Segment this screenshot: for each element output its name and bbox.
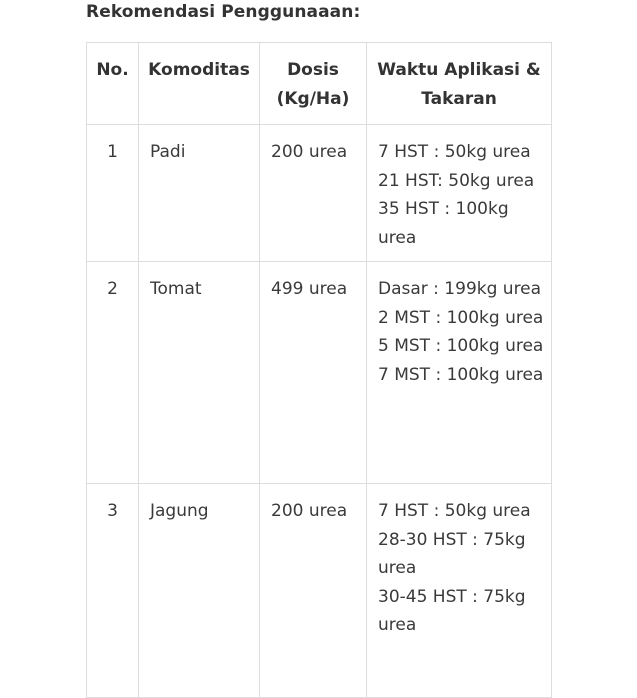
waktu-line: 35 HST : 100kg urea (378, 199, 509, 248)
header-dosis: Dosis (Kg/Ha) (260, 43, 367, 125)
cell-dosis: 499 urea (260, 262, 367, 484)
recommendation-table (86, 42, 552, 698)
waktu-line: 28-30 HST : 75kg urea (378, 529, 526, 578)
cell-waktu (367, 484, 552, 698)
waktu-line: 21 HST: 50kg urea (378, 170, 535, 191)
waktu-line: 30-45 HST : 75kg urea (378, 586, 526, 635)
cell-komoditas: Padi (139, 125, 260, 262)
waktu-line: 7 HST : 50kg urea (378, 142, 531, 162)
waktu-line: 7 HST : 50kg urea (378, 501, 531, 521)
waktu-line: 7 MST : 100kg urea (378, 364, 544, 385)
cell-waktu (367, 262, 552, 484)
cell-no: 1 (87, 125, 139, 262)
cell-waktu (367, 125, 552, 262)
cell-no: 3 (87, 484, 139, 698)
header-waktu: Waktu Aplikasi & Takaran (367, 43, 552, 125)
cell-dosis: 200 urea (260, 125, 367, 262)
waktu-line: 5 MST : 100kg urea (378, 336, 544, 356)
waktu-line: 2 MST : 100kg urea (378, 307, 544, 328)
waktu-line: Dasar : 199kg urea (378, 279, 542, 299)
header-no: No. (87, 43, 139, 125)
table-row (87, 125, 552, 262)
table-row (87, 262, 552, 484)
section-heading: Rekomendasi Penggunaaan: (86, 2, 361, 22)
cell-komoditas: Jagung (139, 484, 260, 698)
cell-no: 2 (87, 262, 139, 484)
table-header-row (87, 43, 552, 125)
header-komoditas: Komoditas (139, 43, 260, 125)
cell-dosis: 200 urea (260, 484, 367, 698)
table-row (87, 484, 552, 698)
cell-komoditas: Tomat (139, 262, 260, 484)
